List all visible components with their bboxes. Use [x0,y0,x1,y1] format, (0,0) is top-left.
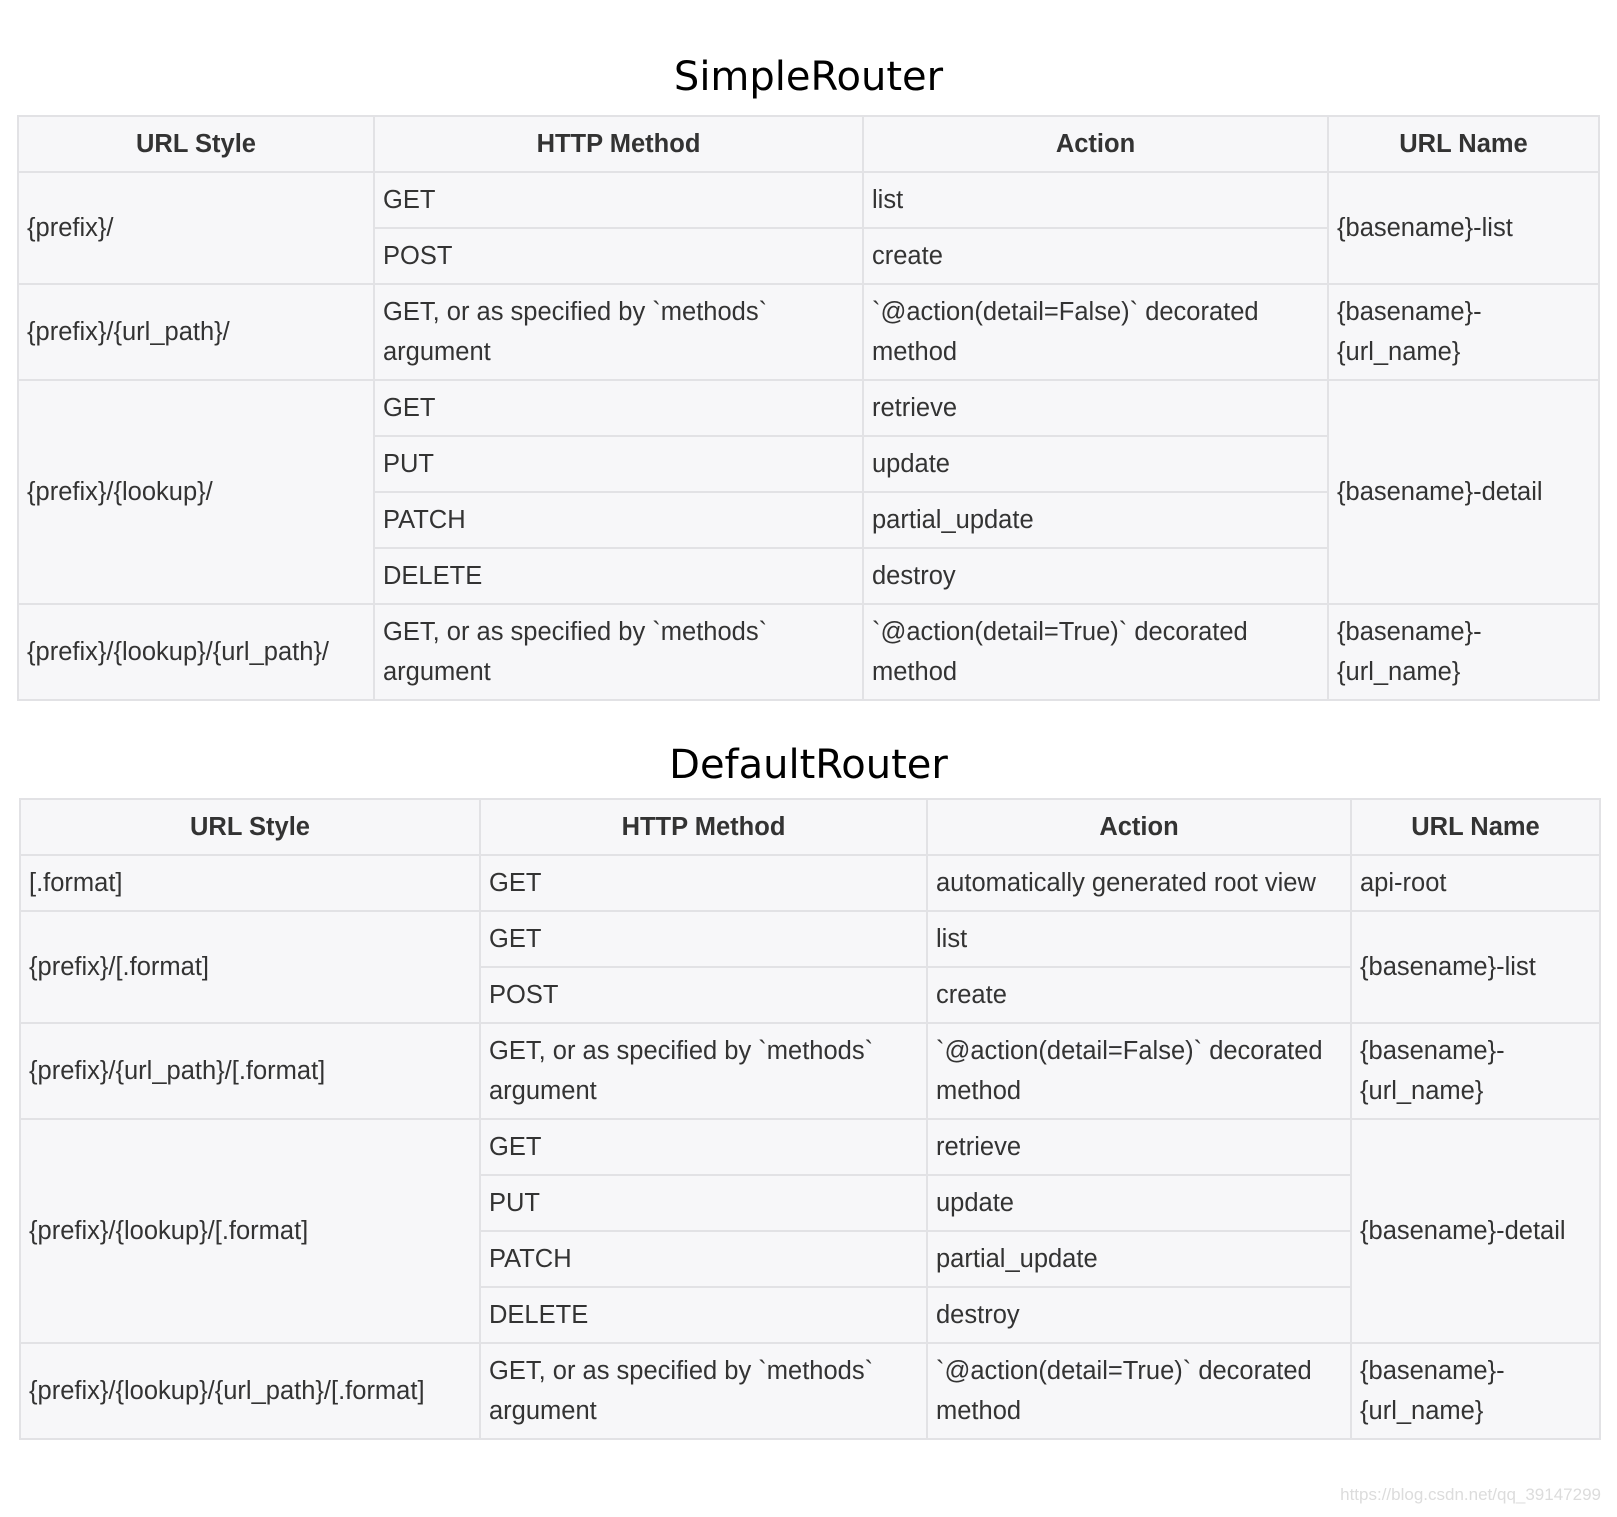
table-cell: destroy [927,1287,1351,1343]
table-cell: PUT [480,1175,927,1231]
table-cell: GET [374,172,863,228]
simple-router-table [17,115,1600,701]
table-cell: {prefix}/{lookup}/ [18,380,374,604]
table-cell: GET [480,911,927,967]
table-cell: {prefix}/[.format] [20,911,480,1023]
header-row [18,116,1599,172]
table-cell: create [863,228,1328,284]
table-cell: list [863,172,1328,228]
table-cell: {prefix}/{lookup}/{url_path}/ [18,604,374,700]
table-cell: {prefix}/{lookup}/{url_path}/[.format] [20,1343,480,1439]
table-cell: `@action(detail=True)` decorated method [863,604,1328,700]
table-cell: GET [480,855,927,911]
column-header-url-style: URL Style [18,116,374,172]
column-header-http-method: HTTP Method [480,799,927,855]
table-cell: partial_update [863,492,1328,548]
table-cell: {prefix}/{url_path}/[.format] [20,1023,480,1119]
table-row [18,380,1599,436]
table-cell: POST [374,228,863,284]
table-cell: update [927,1175,1351,1231]
table-cell: DELETE [374,548,863,604]
column-header-url-name: URL Name [1328,116,1599,172]
table-cell: PUT [374,436,863,492]
table-cell: {basename}-{url_name} [1351,1023,1600,1119]
table-cell: GET, or as specified by `methods` argument [374,284,863,380]
table-row [20,1119,1600,1175]
table-cell: GET, or as specified by `methods` argument [480,1343,927,1439]
table-cell: create [927,967,1351,1023]
table-cell: {basename}-detail [1351,1119,1600,1343]
table-cell: PATCH [480,1231,927,1287]
table-cell: {basename}-list [1351,911,1600,1023]
table-cell: `@action(detail=False)` decorated method [863,284,1328,380]
table-cell: GET [480,1119,927,1175]
table-row [18,284,1599,380]
table-row [20,1343,1600,1439]
table-cell: api-root [1351,855,1600,911]
table-cell: `@action(detail=False)` decorated method [927,1023,1351,1119]
table-cell: {basename}-list [1328,172,1599,284]
table-cell: PATCH [374,492,863,548]
table-cell: GET, or as specified by `methods` argument [480,1023,927,1119]
table-row [20,855,1600,911]
column-header-url-style: URL Style [20,799,480,855]
table-cell: retrieve [863,380,1328,436]
column-header-http-method: HTTP Method [374,116,863,172]
column-header-action: Action [863,116,1328,172]
table-cell: GET, or as specified by `methods` argument [374,604,863,700]
table-cell: destroy [863,548,1328,604]
table-cell: DELETE [480,1287,927,1343]
table-row [18,604,1599,700]
default-router-table [19,798,1601,1440]
table-cell: `@action(detail=True)` decorated method [927,1343,1351,1439]
table-cell: POST [480,967,927,1023]
table-row [18,172,1599,228]
column-header-action: Action [927,799,1351,855]
table-cell: {prefix}/{url_path}/ [18,284,374,380]
header-row [20,799,1600,855]
table-cell: list [927,911,1351,967]
table-row [20,911,1600,967]
default-router-title: DefaultRouter [669,742,948,788]
table-cell: {prefix}/{lookup}/[.format] [20,1119,480,1343]
table-cell: automatically generated root view [927,855,1351,911]
table-cell: partial_update [927,1231,1351,1287]
table-cell: {basename}-{url_name} [1351,1343,1600,1439]
table-cell: {basename}-{url_name} [1328,604,1599,700]
table-cell: {prefix}/ [18,172,374,284]
table-cell: {basename}-{url_name} [1328,284,1599,380]
column-header-url-name: URL Name [1351,799,1600,855]
watermark: https://blog.csdn.net/qq_39147299 [1340,1485,1601,1504]
table-row [20,1023,1600,1119]
table-cell: GET [374,380,863,436]
table-cell: {basename}-detail [1328,380,1599,604]
table-cell: [.format] [20,855,480,911]
table-cell: update [863,436,1328,492]
table-cell: retrieve [927,1119,1351,1175]
simple-router-title: SimpleRouter [673,54,944,100]
